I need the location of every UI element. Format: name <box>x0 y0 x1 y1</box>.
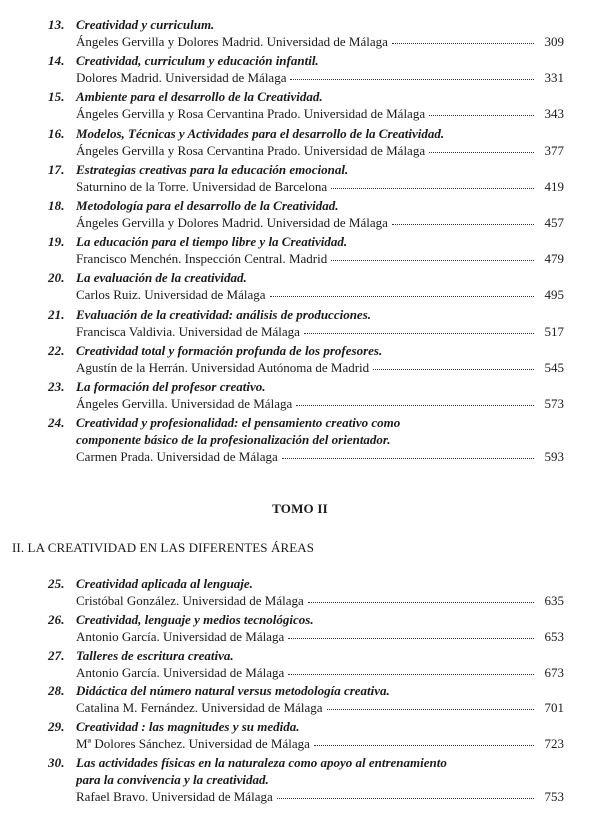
chapter-title: Creatividad total y formación profunda de los profesores. <box>76 342 383 358</box>
dot-leader <box>392 213 534 225</box>
chapter-author: Agustín de la Herrán. Universidad Autónoma de Madrid <box>76 359 370 375</box>
chapter-title: Metodología para el desarrollo de la Creatividad. <box>76 198 339 213</box>
chapter-number: 19. <box>48 234 65 250</box>
chapter-number: 28. <box>48 683 65 699</box>
author-line <box>76 788 564 805</box>
page-number: 701 <box>544 700 564 716</box>
chapter-number: 15. <box>48 89 65 105</box>
page-number: 673 <box>544 664 564 680</box>
chapter-title: Las actividades físicas en la naturaleza como apoyo al entrenamiento <box>76 755 447 770</box>
chapter-number: 21. <box>48 306 65 322</box>
page-number: 723 <box>544 736 564 752</box>
dot-leader <box>288 627 534 639</box>
author-line <box>76 105 564 122</box>
dot-leader <box>331 249 534 261</box>
chapter-author: Ángeles Gervilla y Rosa Cervantina Prado. Universidad de Málaga <box>76 142 426 158</box>
page-number: 545 <box>544 359 564 375</box>
dot-leader <box>327 698 534 710</box>
author-line <box>76 250 564 267</box>
page-number: 479 <box>544 251 564 267</box>
chapter-number: 29. <box>48 719 65 735</box>
author-line <box>76 395 564 412</box>
dot-leader <box>331 177 534 189</box>
page-number: 331 <box>544 70 564 86</box>
chapter-number: 14. <box>48 53 65 69</box>
chapter-title: Didáctica del número natural versus metodología creativa. <box>76 683 390 699</box>
dot-leader <box>270 285 534 297</box>
author-line <box>76 286 564 303</box>
author-line <box>76 359 564 376</box>
chapter-title: Modelos, Técnicas y Actividades para el desarrollo de la Creatividad. <box>76 125 445 141</box>
chapter-title: Evaluación de la creatividad: análisis de producciones. <box>76 306 372 322</box>
chapter-title: Creatividad aplicada al lenguaje. <box>76 576 253 591</box>
author-line <box>76 178 564 195</box>
chapter-author: Carmen Prada. Universidad de Málaga <box>76 449 278 465</box>
chapter-title: para la convivencia y la creatividad. <box>76 772 269 787</box>
page-number: 309 <box>544 34 564 49</box>
section-heading: II. LA CREATIVIDAD EN LAS DIFERENTES ÁREAS <box>12 540 315 555</box>
chapter-author: Carlos Ruiz. Universidad de Málaga <box>76 287 266 303</box>
page-number: 343 <box>544 106 564 122</box>
chapter-author: Rafael Bravo. Universidad de Málaga <box>76 789 273 804</box>
chapter-number: 17. <box>48 161 65 177</box>
chapter-author: Saturnino de la Torre. Universidad de Barcelona <box>76 178 328 194</box>
page-number: 377 <box>544 142 564 158</box>
page-number: 653 <box>544 628 564 644</box>
author-line <box>76 735 564 752</box>
chapter-author: Mª Dolores Sánchez. Universidad de Málaga <box>76 736 310 752</box>
chapter-title: La formación del profesor creativo. <box>76 379 266 394</box>
chapter-title: Creatividad y curriculum. <box>76 17 215 32</box>
chapter-number: 18. <box>48 198 65 213</box>
chapter-title: La evaluación de la creatividad. <box>76 270 247 286</box>
chapter-title: Estrategias creativas para la educación emocional. <box>76 161 349 177</box>
chapter-author: Ángeles Gervilla y Rosa Cervantina Prado. Universidad de Málaga <box>76 106 426 122</box>
dot-leader <box>288 663 534 675</box>
chapter-number: 16. <box>48 125 65 141</box>
chapter-number: 13. <box>48 17 65 32</box>
dot-leader <box>308 591 534 603</box>
dot-leader <box>277 787 534 799</box>
chapter-title: Talleres de escritura creativa. <box>76 647 234 663</box>
chapter-author: Dolores Madrid. Universidad de Málaga <box>76 70 287 86</box>
chapter-number: 23. <box>48 379 65 394</box>
volume-heading: TOMO II <box>272 501 328 516</box>
chapter-title: componente básico de la profesionalización del orientador. <box>76 432 391 448</box>
chapter-title: Ambiente para el desarrollo de la Creatividad. <box>76 89 323 105</box>
chapter-author: Ángeles Gervilla y Dolores Madrid. Universidad de Málaga <box>76 215 388 230</box>
page-number: 635 <box>544 593 564 608</box>
author-line <box>76 628 564 645</box>
author-line <box>76 142 564 159</box>
chapter-author: Catalina M. Fernández. Universidad de Málaga <box>76 700 323 716</box>
author-line <box>76 33 564 50</box>
chapter-author: Ángeles Gervilla. Universidad de Málaga <box>76 396 293 411</box>
chapter-title: Creatividad, curriculum y educación infantil. <box>76 53 319 69</box>
chapter-title: Creatividad : las magnitudes y su medida. <box>76 719 300 735</box>
author-line <box>76 448 564 465</box>
chapter-title: La educación para el tiempo libre y la Creatividad. <box>76 234 348 250</box>
dot-leader <box>314 734 534 746</box>
chapter-author: Francisco Menchén. Inspección Central. Madrid <box>76 251 328 267</box>
dot-leader <box>282 447 534 459</box>
chapter-author: Francisca Valdivia. Universidad de Málaga <box>76 323 300 339</box>
page-number: 753 <box>544 789 564 804</box>
chapter-title: Creatividad, lenguaje y medios tecnológicos. <box>76 611 314 627</box>
chapter-number: 24. <box>48 415 65 431</box>
chapter-number: 26. <box>48 611 65 627</box>
dot-leader <box>429 141 534 153</box>
chapter-number: 22. <box>48 342 65 358</box>
chapter-number: 20. <box>48 270 65 286</box>
page-number: 593 <box>544 449 564 465</box>
page-number: 419 <box>544 178 564 194</box>
chapter-number: 25. <box>48 576 65 591</box>
page-number: 573 <box>544 396 564 411</box>
page-number: 495 <box>544 287 564 303</box>
page-number: 517 <box>544 323 564 339</box>
dot-leader <box>373 358 534 370</box>
dot-leader <box>296 394 534 406</box>
author-line <box>76 69 564 86</box>
chapter-author: Cristóbal González. Universidad de Málaga <box>76 593 304 608</box>
chapter-title: Creatividad y profesionalidad: el pensamiento creativo como <box>76 415 401 431</box>
dot-leader <box>429 104 534 116</box>
author-line <box>76 699 564 716</box>
author-line <box>76 664 564 681</box>
dot-leader <box>304 322 534 334</box>
author-line <box>76 323 564 340</box>
page-number: 457 <box>544 215 564 230</box>
author-line <box>76 214 564 231</box>
chapter-author: Antonio García. Universidad de Málaga <box>76 664 285 680</box>
chapter-number: 27. <box>48 647 65 663</box>
author-line <box>76 592 564 609</box>
chapter-author: Ángeles Gervilla y Dolores Madrid. Universidad de Málaga <box>76 34 388 49</box>
chapter-author: Antonio García. Universidad de Málaga <box>76 628 285 644</box>
dot-leader <box>392 32 534 44</box>
dot-leader <box>290 68 534 80</box>
chapter-number: 30. <box>48 755 65 770</box>
